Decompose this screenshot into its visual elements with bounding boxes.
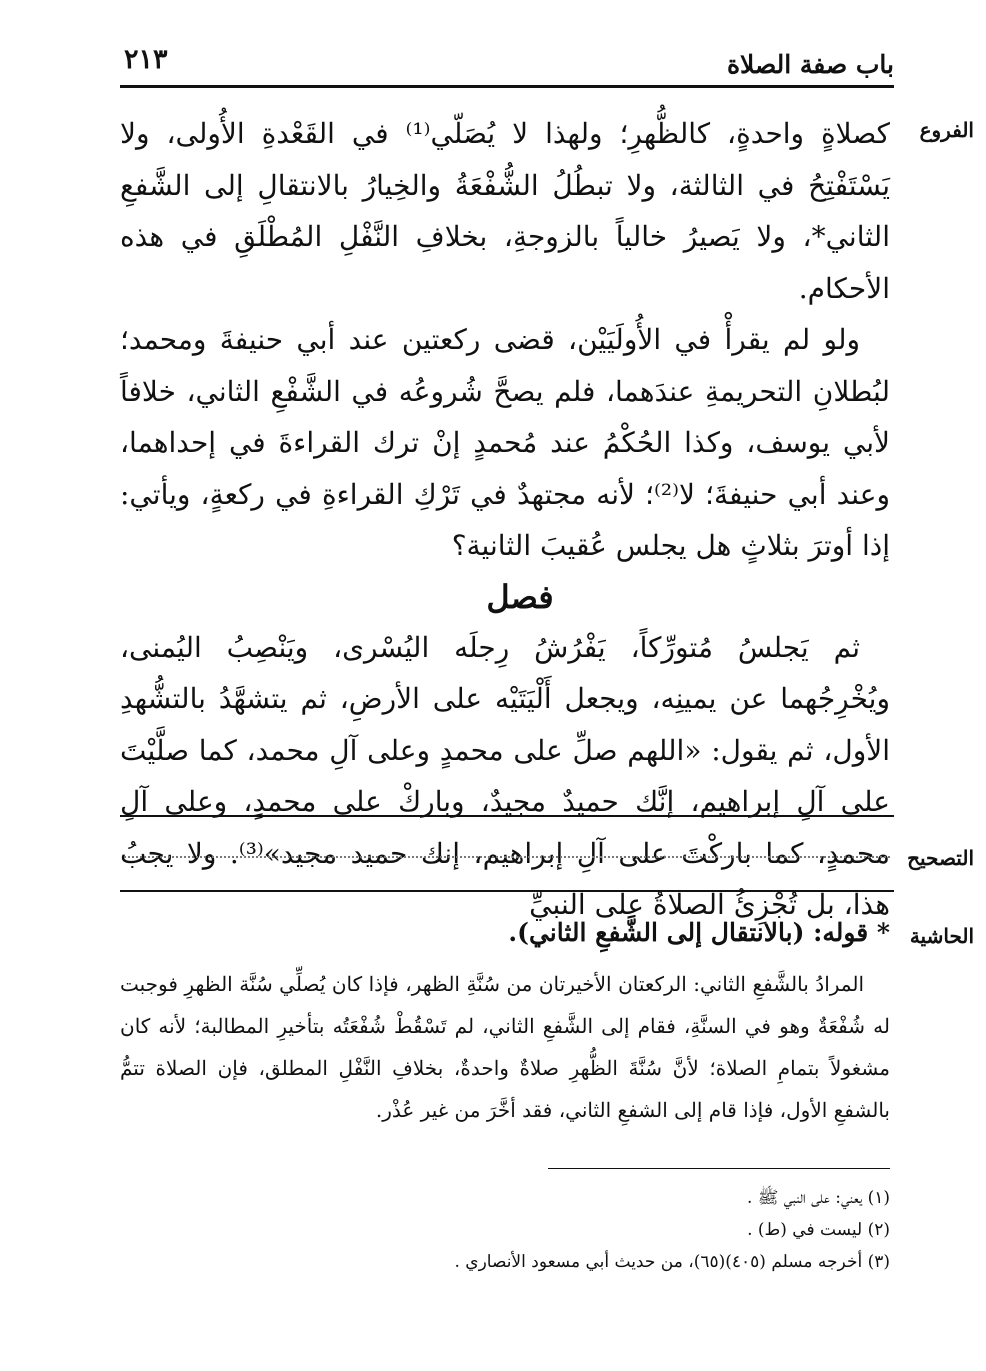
header-rule (120, 85, 894, 88)
text-bottom-rule (120, 815, 894, 817)
side-label-hashiya: الحاشية (909, 924, 974, 948)
footnotes (120, 1182, 890, 1278)
section-heading: فصل (486, 577, 554, 616)
hashiya-body (120, 963, 890, 1131)
main-text (120, 108, 890, 931)
paragraph-1: كصلاةٍ واحدةٍ، كالظُّهرِ؛ ولهذا لا يُصَلّي⁽¹⁾ في القَعْدةِ الأُولى، ولا يَسْتَفْتِحُ في الثالثة، ولا تبطُلُ الشُّفْعَةُ والخِيارُ بالانتقالِ إلى الشَّفعِ الثاني*، ولا يَصيرُ خالياً بالزوجةِ، بخلافِ النَّفْلِ المُطْلَقِ في هذه الأحكام. (120, 117, 890, 305)
side-label-furu: الفروع (919, 118, 974, 142)
chapter-title: باب صفة الصلاة (726, 50, 894, 79)
page-number: ٢١٣ (124, 44, 168, 75)
footnote-rule (548, 1168, 890, 1169)
hashiya-heading: * قوله: (بالانتقال إلى الشَّفعِ الثاني). (508, 918, 890, 947)
footnote-3: (٣) أخرجه مسلم (٤٠٥)(٦٥)، من حديث أبي مسعود الأنصاري . (454, 1252, 890, 1272)
footnote-2: (٢) ليست في (ط) . (747, 1220, 890, 1240)
footnote-1: (١) يعني: على النبي ﷺ . (747, 1188, 890, 1208)
paragraph-2: ولو لم يقرأْ في الأُولَيَيْن، قضى ركعتين عند أبي حنيفةَ ومحمد؛ لبُطلانِ التحريمةِ عندَهما، فلم يصحَّ شُروعُه في الشَّفْعِ الثاني، خلافاً لأبي يوسف، وكذا الحُكْمُ عند مُحمدٍ إنْ ترك القراءةَ في إحداهما، وعند أبي حنيفةَ؛ لا⁽²⁾؛ لأنه مجتهدٌ في تَرْكِ القراءةِ في ركعةٍ، ويأتي: إذا أوترَ بثلاثٍ هل يجلس عُقيبَ الثانية؟ (120, 323, 890, 562)
hashiya-paragraph: المرادُ بالشَّفعِ الثاني: الركعتان الأخيرتان من سُنَّةِ الظهر، فإذا كان يُصلِّي سُنَّة الظهرِ فوجبت له شُفْعَةٌ وهو في السنَّةِ، فقام إلى الشَّفعِ الثاني، لم تَسْقُطْ شُفْعَتُه بتأخيرِ المطالبة؛ لأنه كان مشغولاً بتمامِ الصلاة؛ لأنَّ سُنَّةَ الظُّهرِ صلاةٌ واحدةٌ، بخلافِ النَّفْلِ المطلق، فإن الصلاة تتمُّ بالشفعِ الأول، فإذا قام إلى الشفعِ الثاني، فقد أخَّرَ من غير عُذْر. (120, 972, 890, 1122)
section-rule (120, 890, 894, 892)
tashih-dotted-line (124, 856, 890, 858)
side-label-tashih: التصحيح (907, 846, 974, 870)
paragraph-3: ثم يَجلسُ مُتورِّكاً، يَفْرُشُ رِجلَه اليُسْرى، ويَنْصِبُ اليُمنى، ويُخْرِجُهما عن يمينِه، ويجعل أَلْيَتَيْه على الأرضِ، ثم يتشهَّدُ بالتشُّهدِ الأول، ثم يقول: «اللهم صلِّ على محمدٍ وعلى آلِ محمد، كما صلَّيْتَ على آلِ إبراهيم، إنَّك حميدٌ مجيدٌ، وباركْ على محمدٍ، وعلى آلِ محمدٍ، كما باركْتَ على آلِ إبراهيم، إنك حميد مجيد»⁽³⁾. ولا يجبُ هذا، بل تُجْزِئُ الصلاةُ على النبيِّ (120, 630, 890, 921)
